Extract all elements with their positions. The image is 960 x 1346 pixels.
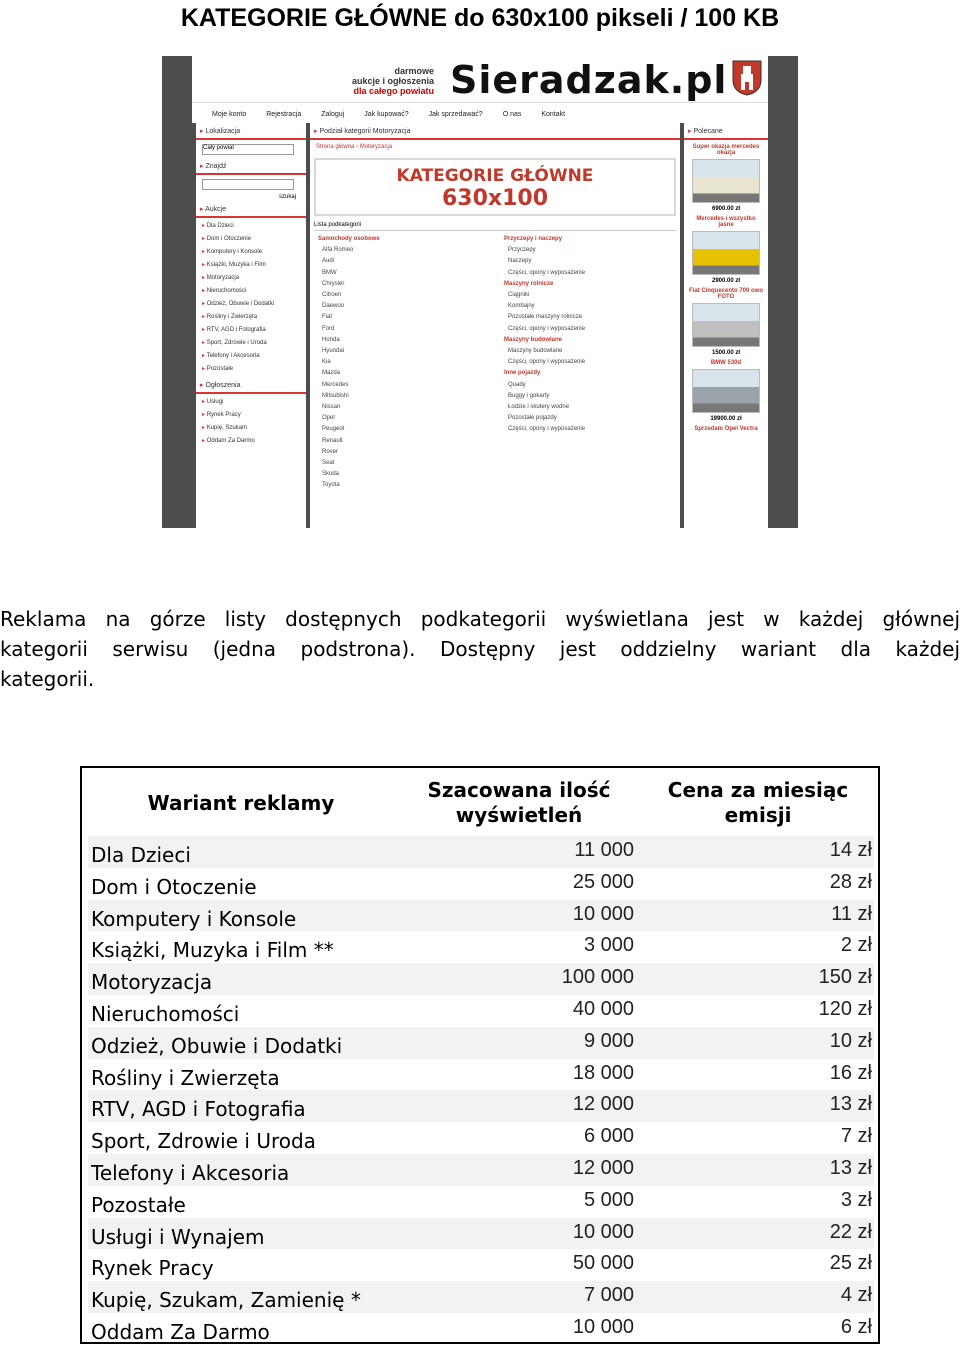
subcategory-link[interactable]: Części, opony i wyposażenie bbox=[508, 426, 586, 433]
table-row bbox=[88, 836, 874, 868]
table-row bbox=[88, 995, 874, 1027]
variant-cell: Komputery i Konsole bbox=[91, 906, 297, 931]
slogan-line: darmowe bbox=[394, 66, 434, 76]
subcategory-link[interactable]: Daewoo bbox=[322, 303, 345, 310]
site-slogan bbox=[318, 66, 434, 96]
subcategory-column bbox=[500, 234, 680, 436]
table-row bbox=[88, 1154, 874, 1186]
sidebar-item[interactable]: ▸ Motoryzacja bbox=[196, 272, 306, 285]
subcategory-link[interactable]: Naczepy bbox=[508, 258, 532, 265]
variant-cell: Nieruchomości bbox=[91, 1001, 240, 1026]
car-photo bbox=[692, 159, 760, 203]
price-cell: 2 zł bbox=[840, 934, 872, 957]
table-row bbox=[88, 1090, 874, 1122]
featured-list bbox=[684, 144, 768, 422]
subcategory-link[interactable]: Pozostałe pojazdy bbox=[508, 415, 557, 422]
variant-cell: Usługi i Wynajem bbox=[91, 1224, 265, 1249]
featured-item-title: Fiat Cinquecento 700 owo FOTO bbox=[688, 288, 763, 300]
subcategory-link[interactable]: Skoda bbox=[322, 471, 340, 478]
main-column bbox=[310, 122, 680, 528]
nav-link[interactable]: Rejestracja bbox=[266, 111, 302, 118]
subcategory-link[interactable]: Renault bbox=[322, 437, 343, 444]
subcategory-link[interactable]: Quady bbox=[508, 381, 526, 388]
sidebar-item[interactable]: ▸ Odzież, Obuwie i Dodatki bbox=[196, 298, 306, 311]
featured-item-price: 2900.00 zł bbox=[711, 278, 741, 284]
search-header: ▸ Znajdź bbox=[196, 159, 306, 175]
subcategory-link[interactable]: Rover bbox=[322, 448, 339, 455]
car-photo bbox=[692, 303, 760, 347]
breadcrumb[interactable]: Strona główna › Motoryzacja bbox=[316, 144, 393, 150]
auctions-header: ▸ Aukcje bbox=[196, 202, 306, 218]
views-cell: 7 000 bbox=[583, 1284, 634, 1307]
slogan-line: aukcje i ogłoszenia bbox=[351, 76, 434, 86]
variant-cell: Dom i Otoczenie bbox=[91, 874, 257, 899]
sidebar-item[interactable]: ▸ Dla Dzieci bbox=[196, 220, 306, 233]
price-cell: 25 zł bbox=[829, 1252, 872, 1275]
subcategory-link[interactable]: Mercedes bbox=[322, 381, 349, 388]
table-row bbox=[88, 1313, 874, 1345]
subcategory-link[interactable]: Honda bbox=[322, 336, 340, 343]
featured-item[interactable] bbox=[688, 144, 764, 212]
description-line: kategorii serwisu (jedna podstrona). Dostępny jest oddzielny wariant dla każdej bbox=[0, 637, 960, 661]
sidebar-item[interactable]: ▸ Sport, Zdrowie i Uroda bbox=[196, 337, 306, 350]
subcategory-link[interactable]: Chrysler bbox=[322, 280, 345, 287]
auction-category-list bbox=[196, 220, 306, 376]
price-cell: 22 zł bbox=[829, 1220, 872, 1243]
price-cell: 7 zł bbox=[840, 1125, 872, 1148]
subcategory-link[interactable]: Nissan bbox=[322, 404, 341, 411]
table-row bbox=[88, 963, 874, 995]
featured-footer-label: Sprzedam Opel Vectra bbox=[694, 426, 758, 432]
slogan-line: dla całego powiatu bbox=[353, 86, 434, 96]
subcategory-link[interactable]: Ford bbox=[322, 325, 335, 332]
price-cell: 10 zł bbox=[829, 1029, 872, 1052]
subcategory-link[interactable]: Alfa Romeo bbox=[322, 247, 354, 254]
subcategory-link[interactable]: Citroen bbox=[322, 292, 342, 299]
featured-item-price: 19900.00 zł bbox=[710, 416, 742, 422]
sidebar-item[interactable]: ▸ RTV, AGD i Fotografia bbox=[196, 324, 306, 337]
sidebar-item[interactable]: ▸ Rynek Pracy bbox=[196, 409, 306, 422]
ad-banner-placement[interactable] bbox=[314, 158, 676, 216]
coat-of-arms-icon bbox=[732, 60, 762, 96]
subcategory-heading[interactable]: Maszyny budowlane bbox=[504, 336, 563, 343]
variant-cell: Dla Dzieci bbox=[91, 843, 191, 867]
ads-header: ▸ Ogłoszenia bbox=[196, 378, 306, 394]
views-cell: 12 000 bbox=[572, 1156, 634, 1179]
price-cell: 11 zł bbox=[831, 902, 872, 925]
table-row bbox=[88, 1059, 874, 1091]
subcategory-link[interactable]: Seat bbox=[322, 460, 335, 467]
nav-link[interactable]: Kontakt bbox=[541, 111, 566, 118]
views-cell: 3 000 bbox=[583, 934, 634, 957]
views-cell: 10 000 bbox=[572, 902, 634, 925]
subcategory-link[interactable]: Hyundai bbox=[322, 348, 345, 355]
featured-footer[interactable] bbox=[688, 426, 764, 432]
price-cell: 120 zł bbox=[818, 997, 872, 1020]
header-variant: Wariant reklamy bbox=[147, 791, 335, 815]
banner-size: 630x100 bbox=[441, 186, 549, 211]
sidebar-item[interactable]: ▸ Pozostałe bbox=[196, 363, 306, 376]
price-cell: 4 zł bbox=[840, 1284, 872, 1307]
table-row bbox=[88, 1218, 874, 1250]
views-cell: 18 000 bbox=[572, 1061, 634, 1084]
views-cell: 10 000 bbox=[572, 1220, 634, 1243]
site-logo: Sieradzak.pl bbox=[450, 58, 728, 102]
header-price-line: emisji bbox=[724, 803, 792, 827]
subcategory-link[interactable]: Fiat bbox=[322, 314, 333, 321]
table-body bbox=[88, 836, 874, 1345]
views-cell: 25 000 bbox=[572, 870, 634, 893]
subcategory-link[interactable]: Pozostałe maszyny rolnicze bbox=[508, 314, 583, 321]
views-cell: 5 000 bbox=[583, 1188, 634, 1211]
car-photo bbox=[692, 369, 760, 413]
subcategory-link[interactable]: Buggy i gokarty bbox=[508, 392, 550, 399]
subcategory-link[interactable]: BMW bbox=[322, 269, 337, 276]
price-cell: 13 zł bbox=[829, 1093, 872, 1116]
variant-cell: Kupię, Szukam, Zamienię * bbox=[91, 1288, 361, 1313]
page-title: KATEGORIE GŁÓWNE do 630x100 pikseli / 100 KB bbox=[180, 4, 780, 32]
table-header-row bbox=[82, 768, 878, 836]
subcategory-link[interactable]: Kia bbox=[322, 359, 331, 366]
price-cell: 13 zł bbox=[829, 1156, 872, 1179]
description-line: Reklama na górze listy dostępnych podkategorii wyświetlana jest w każdej głównej bbox=[0, 607, 960, 631]
views-cell: 100 000 bbox=[561, 966, 634, 989]
table-row bbox=[88, 900, 874, 932]
table-row bbox=[88, 931, 874, 963]
featured-header: ▸ Polecane bbox=[684, 124, 768, 140]
nav-link[interactable]: Moje konto bbox=[212, 111, 247, 118]
header-views-line: Szacowana ilość bbox=[427, 778, 611, 802]
site-nav bbox=[192, 102, 768, 123]
table-row bbox=[88, 1281, 874, 1313]
right-column bbox=[684, 122, 768, 528]
subcategory-link[interactable]: Przyczepy bbox=[508, 247, 536, 254]
views-cell: 50 000 bbox=[572, 1252, 634, 1275]
table-row bbox=[88, 1249, 874, 1281]
sidebar-item[interactable]: ▸ Dom i Otoczenie bbox=[196, 233, 306, 246]
table-row bbox=[88, 1122, 874, 1154]
variant-cell: Rośliny i Zwierzęta bbox=[91, 1065, 280, 1090]
location-select[interactable]: Cały powiat bbox=[202, 144, 294, 155]
featured-item-price: 1500.00 zł bbox=[711, 350, 741, 356]
header-price bbox=[638, 778, 878, 828]
sidebar-item[interactable]: ▸ Nieruchomości bbox=[196, 285, 306, 298]
featured-item-title: Mercedes i wszystko jasne bbox=[696, 216, 756, 228]
table-row bbox=[88, 868, 874, 900]
views-cell: 9 000 bbox=[583, 1029, 634, 1052]
views-cell: 12 000 bbox=[572, 1093, 634, 1116]
featured-item[interactable] bbox=[688, 216, 764, 284]
subcategory-heading[interactable]: Maszyny rolnicze bbox=[504, 280, 554, 287]
subcategory-link[interactable]: Łodzie i skutery wodne bbox=[508, 404, 570, 411]
table-row bbox=[88, 1186, 874, 1218]
price-cell: 150 zł bbox=[818, 966, 872, 989]
subcategory-link[interactable]: Części, opony i wyposażenie bbox=[508, 269, 586, 276]
views-cell: 6 000 bbox=[583, 1125, 634, 1148]
variant-cell: Sport, Zdrowie i Uroda bbox=[91, 1129, 316, 1154]
description-line: kategorii. bbox=[0, 667, 95, 691]
header-views-line: wyświetleń bbox=[455, 803, 583, 827]
variant-cell: Oddam Za Darmo bbox=[91, 1319, 270, 1344]
subcategory-heading[interactable]: Przyczepy i naczepy bbox=[504, 236, 563, 242]
left-column bbox=[196, 122, 306, 528]
featured-item-price: 6900.00 zł bbox=[711, 206, 741, 212]
subcategory-link[interactable]: Ciągniki bbox=[508, 292, 530, 299]
featured-item[interactable] bbox=[688, 288, 764, 356]
featured-item[interactable] bbox=[688, 360, 764, 422]
subcategory-link[interactable]: Toyota bbox=[322, 482, 340, 489]
variant-cell: Telefony i Akcesoria bbox=[91, 1160, 290, 1185]
views-cell: 40 000 bbox=[572, 997, 634, 1020]
views-cell: 11 000 bbox=[574, 839, 634, 861]
variant-cell: RTV, AGD i Fotografia bbox=[91, 1097, 306, 1122]
subcategory-heading[interactable]: Inne pojazdy bbox=[504, 370, 541, 377]
subcategory-link[interactable]: Maszyny budowlane bbox=[508, 348, 563, 355]
sidebar-item[interactable]: ▸ Usługi bbox=[196, 396, 306, 409]
subcategory-link[interactable]: Opel bbox=[322, 415, 335, 422]
sidebar-item[interactable]: ▸ Oddam Za Darmo bbox=[196, 435, 306, 448]
price-cell: 28 zł bbox=[829, 870, 872, 893]
featured-item-title: BMW 530d bbox=[710, 360, 742, 366]
subcategory-heading[interactable]: Samochody osobowe bbox=[318, 236, 380, 242]
sidebar-item[interactable]: ▸ Telefony i Akcesoria bbox=[196, 350, 306, 363]
subcategory-link[interactable]: Mitsubishi bbox=[322, 392, 349, 399]
price-cell: 14 zł bbox=[829, 839, 872, 861]
location-header: ▸ Lokalizacja bbox=[196, 124, 306, 140]
subcategory-list-header: Lista podkategorii bbox=[314, 222, 676, 231]
variant-cell: Pozostałe bbox=[91, 1192, 186, 1217]
subcategory-link[interactable]: Kombajny bbox=[508, 303, 535, 310]
price-cell: 6 zł bbox=[840, 1315, 872, 1338]
subcategory-link[interactable]: Części, opony i wyposażenie bbox=[508, 359, 586, 366]
sidebar-item[interactable]: ▸ Rośliny i Zwierzęta bbox=[196, 311, 306, 324]
subcategory-link[interactable]: Audi bbox=[322, 258, 335, 265]
views-cell: 10 000 bbox=[572, 1315, 634, 1338]
table-row bbox=[88, 1027, 874, 1059]
subcategory-link[interactable]: Peugeot bbox=[322, 426, 345, 433]
main-header: ▸ Podział kategorii Motoryzacja bbox=[310, 124, 680, 140]
variant-cell: Motoryzacja bbox=[91, 970, 213, 995]
sidebar-item[interactable]: ▸ Kupię, Szukam bbox=[196, 422, 306, 435]
price-cell: 16 zł bbox=[829, 1061, 872, 1084]
nav-link[interactable]: Zaloguj bbox=[321, 111, 345, 118]
header-views bbox=[400, 778, 638, 828]
variant-cell: Rynek Pracy bbox=[91, 1256, 214, 1281]
car-photo bbox=[692, 231, 760, 275]
banner-title: KATEGORIE GŁÓWNE bbox=[396, 166, 594, 186]
price-cell: 3 zł bbox=[840, 1188, 872, 1211]
price-table bbox=[80, 766, 880, 1344]
header-price-line: Cena za miesiąc bbox=[667, 778, 849, 802]
subcategory-link[interactable]: Mazda bbox=[322, 370, 341, 377]
description bbox=[0, 604, 960, 694]
search-input[interactable] bbox=[202, 179, 294, 190]
sidebar-item[interactable]: ▸ Książki, Muzyka i Film bbox=[196, 259, 306, 272]
sidebar-item[interactable]: ▸ Komputery i Konsole bbox=[196, 246, 306, 259]
variant-cell: Książki, Muzyka i Film ** bbox=[91, 938, 334, 963]
variant-cell: Odzież, Obuwie i Dodatki bbox=[91, 1033, 343, 1058]
search-button[interactable]: szukaj bbox=[278, 194, 296, 200]
website-screenshot bbox=[162, 56, 798, 528]
nav-link[interactable]: O nas bbox=[502, 111, 522, 118]
subcategory-link[interactable]: Części, opony i wyposażenie bbox=[508, 325, 586, 332]
nav-link[interactable]: Jak sprzedawać? bbox=[428, 111, 483, 118]
ad-category-list bbox=[196, 396, 306, 448]
subcategory-column bbox=[314, 234, 494, 492]
nav-link[interactable]: Jak kupować? bbox=[364, 111, 409, 118]
featured-item-title: Super okazja mercedes okazja bbox=[692, 144, 760, 156]
site-header bbox=[192, 56, 768, 102]
